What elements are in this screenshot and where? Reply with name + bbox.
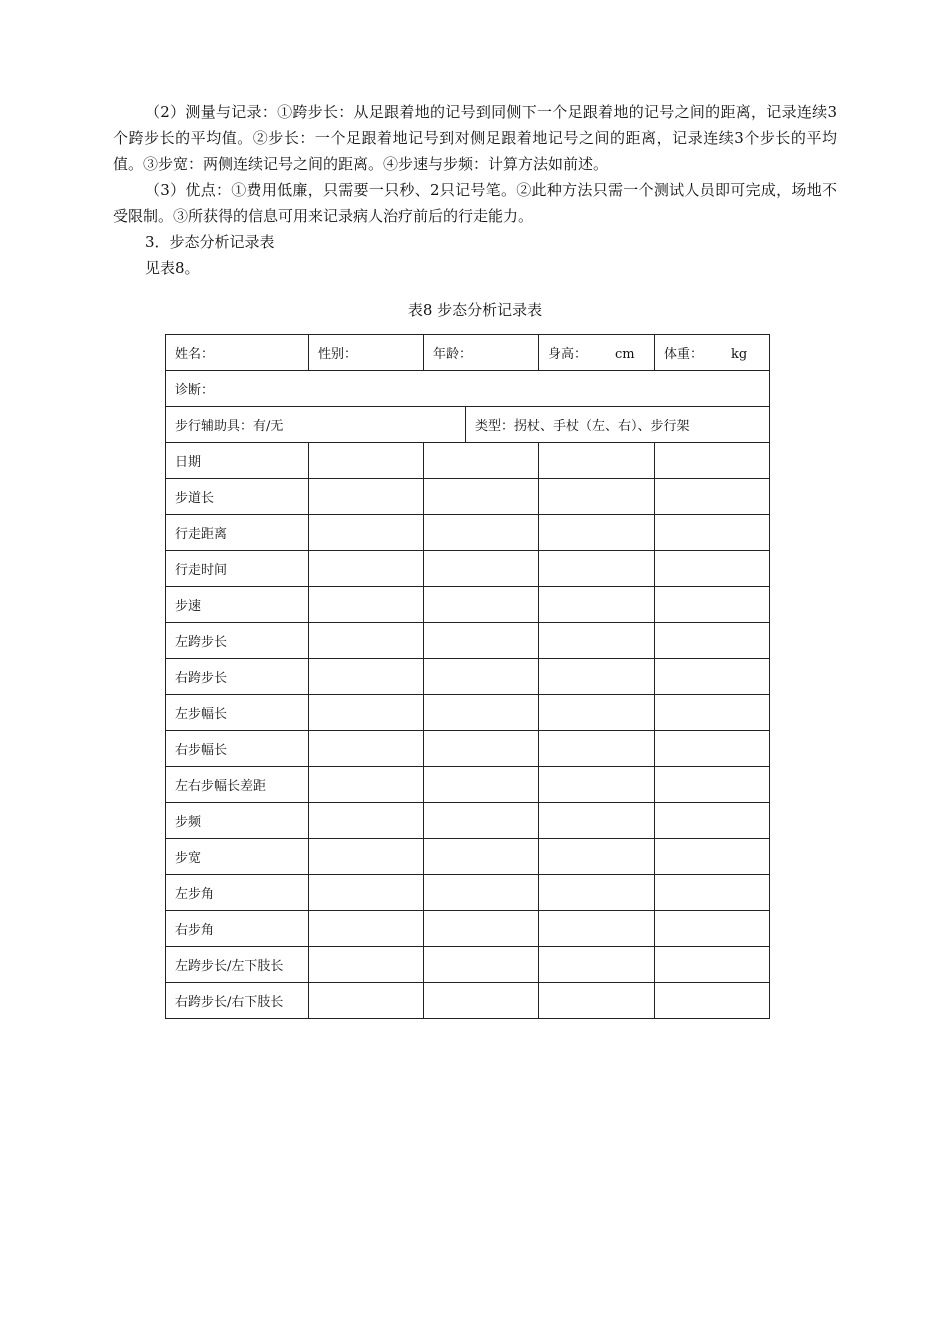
row-label: 步宽 bbox=[166, 839, 309, 875]
entry-cell[interactable] bbox=[424, 659, 539, 695]
entry-cell[interactable] bbox=[539, 875, 655, 911]
age-label: 年龄： bbox=[433, 347, 473, 362]
row-label: 行走时间 bbox=[166, 551, 309, 587]
table-row bbox=[166, 731, 770, 767]
measurement-paragraph: （2）测量与记录：①跨步长：从足跟着地的记号到同侧下一个足跟着地的记号之间的距离，记录连续3个跨步长的平均值。②步长：一个足跟着地记号到对侧足跟着地记号之间的距离，记录连续3个步长的平均值。③步宽：两侧连续记号之间的距离。④步速与步频：计算方法如前述。 bbox=[113, 103, 837, 173]
entry-cell[interactable] bbox=[655, 911, 770, 947]
table-reference: 见表8。 bbox=[145, 259, 200, 277]
entry-cell[interactable] bbox=[309, 587, 424, 623]
row-label: 左步幅长 bbox=[166, 695, 309, 731]
entry-cell[interactable] bbox=[539, 911, 655, 947]
table-caption: 表8 步态分析记录表 bbox=[407, 301, 543, 319]
name-label: 姓名： bbox=[175, 347, 215, 362]
weight-unit: kg bbox=[731, 347, 748, 362]
entry-cell[interactable] bbox=[539, 443, 655, 479]
entry-cell[interactable] bbox=[655, 731, 770, 767]
table-row bbox=[166, 947, 770, 983]
row-label: 步频 bbox=[166, 803, 309, 839]
table-row bbox=[166, 911, 770, 947]
entry-cell[interactable] bbox=[424, 587, 539, 623]
entry-cell[interactable] bbox=[424, 983, 539, 1019]
entry-cell[interactable] bbox=[309, 731, 424, 767]
entry-cell[interactable] bbox=[655, 551, 770, 587]
gender-label: 性别： bbox=[318, 347, 358, 362]
entry-cell[interactable] bbox=[424, 803, 539, 839]
entry-cell[interactable] bbox=[309, 479, 424, 515]
table-row bbox=[166, 875, 770, 911]
entry-cell[interactable] bbox=[309, 767, 424, 803]
table-row bbox=[166, 983, 770, 1019]
entry-cell[interactable] bbox=[539, 659, 655, 695]
entry-cell[interactable] bbox=[655, 803, 770, 839]
entry-cell[interactable] bbox=[309, 947, 424, 983]
entry-cell[interactable] bbox=[655, 839, 770, 875]
walking-aid-label: 步行辅助具：有/无 bbox=[175, 419, 284, 434]
entry-cell[interactable] bbox=[309, 839, 424, 875]
entry-cell[interactable] bbox=[539, 731, 655, 767]
table-row bbox=[166, 803, 770, 839]
entry-cell[interactable] bbox=[655, 875, 770, 911]
entry-cell[interactable] bbox=[424, 479, 539, 515]
row-label: 左步角 bbox=[166, 875, 309, 911]
walking-aid-field[interactable] bbox=[166, 407, 466, 443]
age-field[interactable] bbox=[424, 335, 539, 371]
table-row bbox=[166, 551, 770, 587]
row-label: 右步角 bbox=[166, 911, 309, 947]
row-label: 步速 bbox=[166, 587, 309, 623]
table-row bbox=[166, 767, 770, 803]
entry-cell[interactable] bbox=[539, 551, 655, 587]
entry-cell[interactable] bbox=[309, 443, 424, 479]
entry-cell[interactable] bbox=[539, 515, 655, 551]
entry-cell[interactable] bbox=[539, 803, 655, 839]
table-row bbox=[166, 443, 770, 479]
weight-field[interactable] bbox=[655, 335, 770, 371]
row-label: 左跨步长 bbox=[166, 623, 309, 659]
entry-cell[interactable] bbox=[539, 983, 655, 1019]
entry-cell[interactable] bbox=[539, 767, 655, 803]
entry-cell[interactable] bbox=[539, 623, 655, 659]
advantages-paragraph: （3）优点：①费用低廉，只需要一只秒、2只记号笔。②此种方法只需一个测试人员即可完成，场地不受限制。③所获得的信息可用来记录病人治疗前后的行走能力。 bbox=[113, 181, 837, 225]
entry-cell[interactable] bbox=[655, 983, 770, 1019]
row-label: 右跨步长/右下肢长 bbox=[166, 983, 309, 1019]
table-row bbox=[166, 479, 770, 515]
entry-cell[interactable] bbox=[309, 983, 424, 1019]
row-label: 行走距离 bbox=[166, 515, 309, 551]
entry-cell[interactable] bbox=[309, 551, 424, 587]
entry-cell[interactable] bbox=[424, 443, 539, 479]
entry-cell[interactable] bbox=[655, 515, 770, 551]
aid-type-field[interactable] bbox=[466, 407, 770, 443]
diagnosis-row bbox=[166, 371, 770, 407]
aid-type-label: 类型：拐杖、手杖（左、右）、步行架 bbox=[475, 419, 690, 434]
entry-cell[interactable] bbox=[655, 695, 770, 731]
entry-cell[interactable] bbox=[539, 947, 655, 983]
header-row bbox=[166, 335, 770, 371]
entry-cell[interactable] bbox=[424, 875, 539, 911]
gender-field[interactable] bbox=[309, 335, 424, 371]
entry-cell[interactable] bbox=[424, 515, 539, 551]
height-unit: cm bbox=[615, 347, 635, 362]
weight-label: 体重： bbox=[664, 347, 704, 362]
entry-cell[interactable] bbox=[424, 731, 539, 767]
entry-cell[interactable] bbox=[309, 515, 424, 551]
row-label: 右步幅长 bbox=[166, 731, 309, 767]
entry-cell[interactable] bbox=[424, 767, 539, 803]
table-row bbox=[166, 659, 770, 695]
entry-cell[interactable] bbox=[309, 803, 424, 839]
table-row bbox=[166, 695, 770, 731]
entry-cell[interactable] bbox=[309, 623, 424, 659]
name-field[interactable] bbox=[166, 335, 309, 371]
entry-cell[interactable] bbox=[424, 623, 539, 659]
height-field[interactable] bbox=[539, 335, 655, 371]
entry-cell[interactable] bbox=[655, 767, 770, 803]
entry-cell[interactable] bbox=[655, 443, 770, 479]
entry-cell[interactable] bbox=[309, 695, 424, 731]
entry-cell[interactable] bbox=[424, 551, 539, 587]
row-label: 左跨步长/左下肢长 bbox=[166, 947, 309, 983]
entry-cell[interactable] bbox=[424, 839, 539, 875]
row-label: 日期 bbox=[166, 443, 309, 479]
entry-cell[interactable] bbox=[539, 479, 655, 515]
row-label: 右跨步长 bbox=[166, 659, 309, 695]
entry-cell[interactable] bbox=[655, 659, 770, 695]
table-row bbox=[166, 587, 770, 623]
row-label: 步道长 bbox=[166, 479, 309, 515]
entry-cell[interactable] bbox=[309, 659, 424, 695]
entry-cell[interactable] bbox=[655, 623, 770, 659]
entry-cell[interactable] bbox=[424, 947, 539, 983]
entry-cell[interactable] bbox=[655, 587, 770, 623]
table-row bbox=[166, 839, 770, 875]
height-label: 身高： bbox=[548, 347, 588, 362]
entry-cell[interactable] bbox=[309, 875, 424, 911]
entry-cell[interactable] bbox=[655, 479, 770, 515]
row-label: 左右步幅长差距 bbox=[166, 767, 309, 803]
table-row bbox=[166, 623, 770, 659]
gait-analysis-table bbox=[165, 334, 770, 1019]
walking-aid-row bbox=[166, 407, 770, 443]
entry-cell[interactable] bbox=[539, 587, 655, 623]
entry-cell[interactable] bbox=[539, 839, 655, 875]
entry-cell[interactable] bbox=[424, 695, 539, 731]
entry-cell[interactable] bbox=[309, 911, 424, 947]
diagnosis-label: 诊断： bbox=[175, 383, 215, 398]
table-row bbox=[166, 515, 770, 551]
diagnosis-field[interactable] bbox=[166, 371, 770, 407]
section-heading: 3．步态分析记录表 bbox=[145, 233, 275, 251]
entry-cell[interactable] bbox=[539, 695, 655, 731]
entry-cell[interactable] bbox=[424, 911, 539, 947]
entry-cell[interactable] bbox=[655, 947, 770, 983]
